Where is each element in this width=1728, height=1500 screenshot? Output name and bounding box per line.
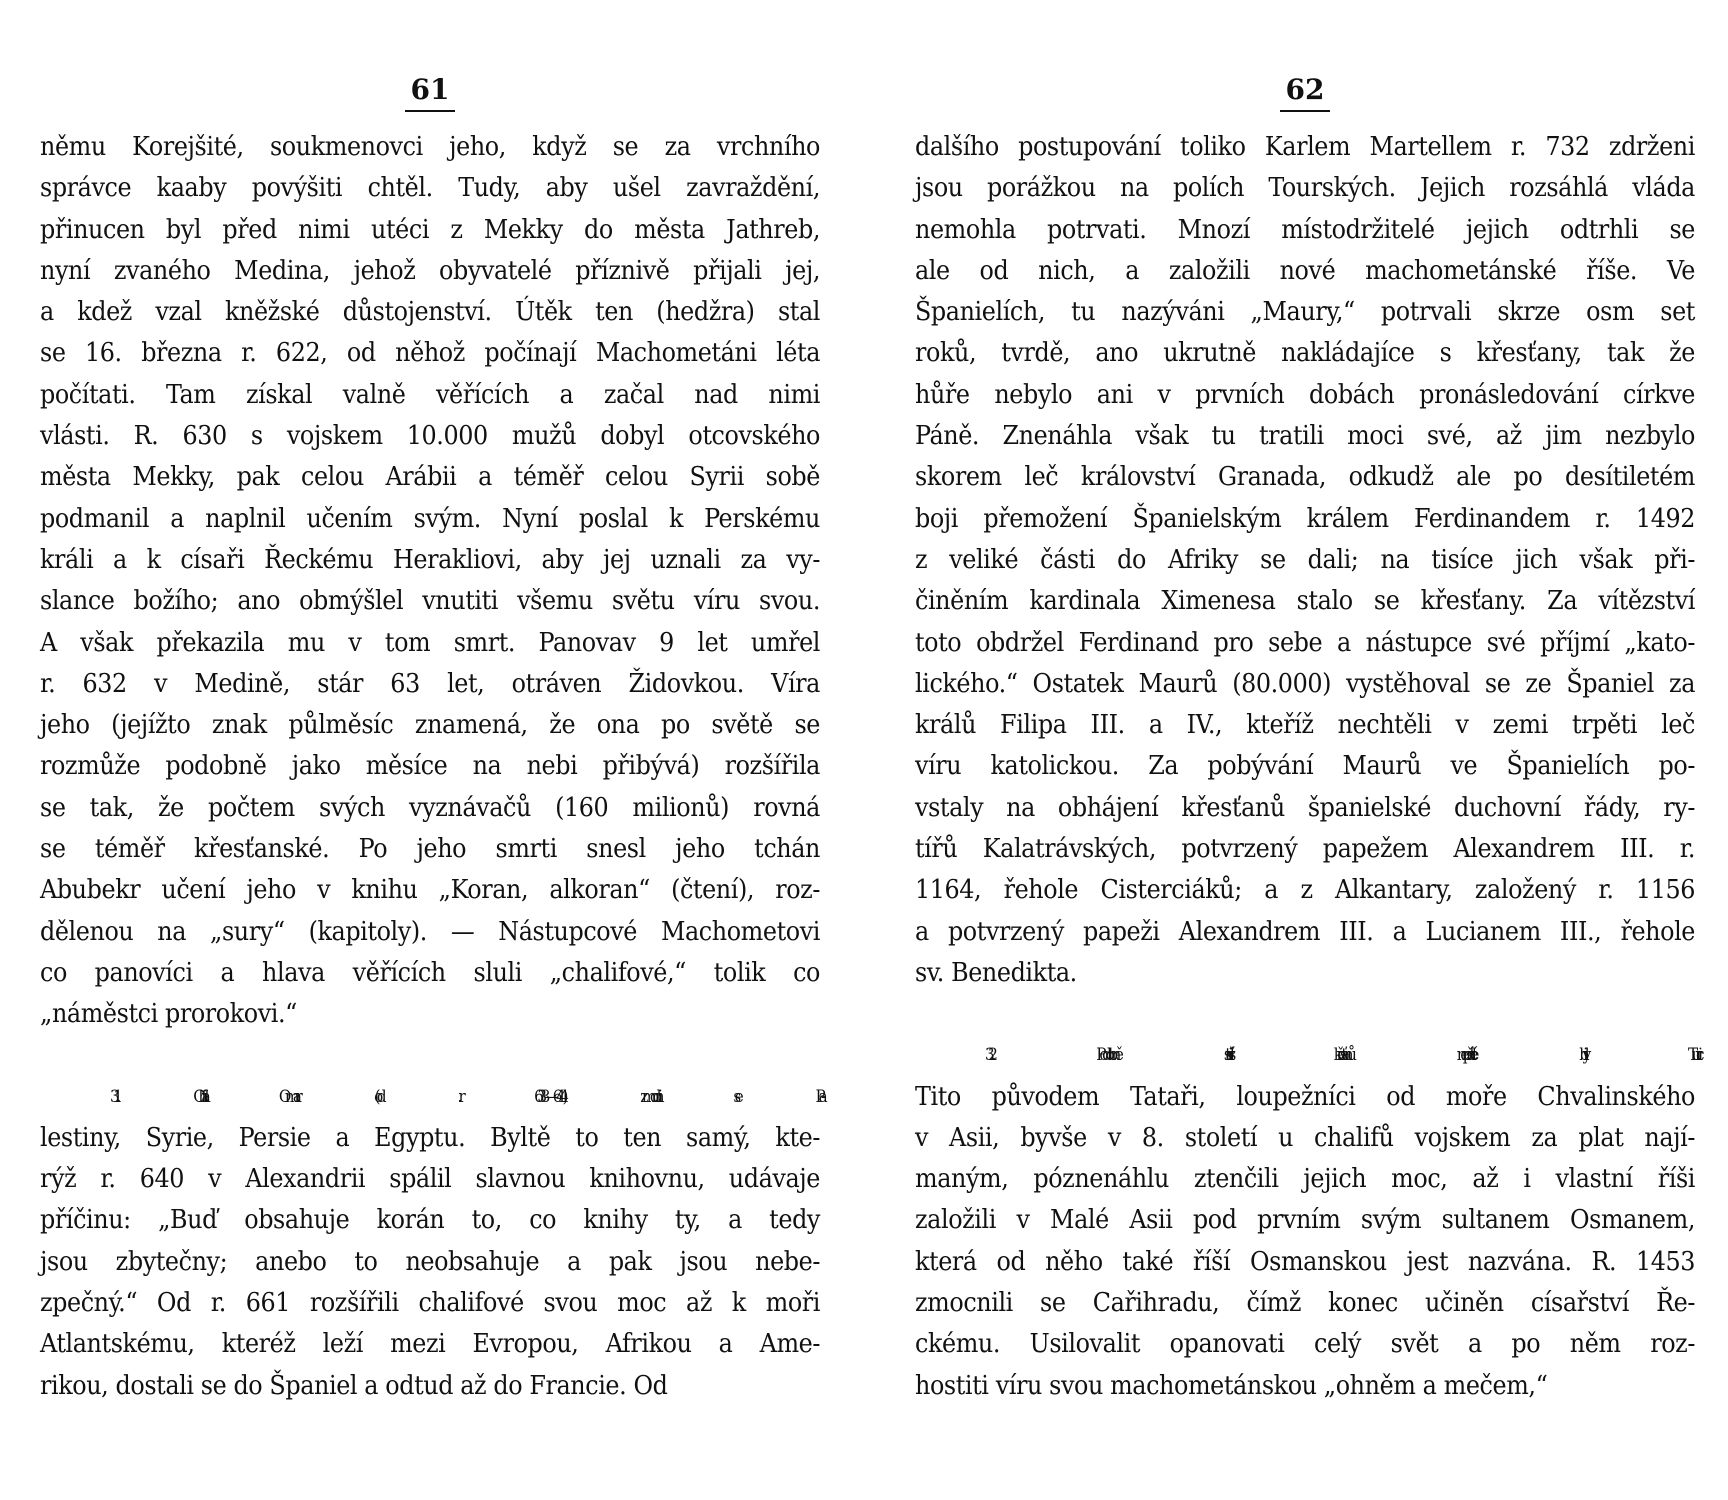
- text-line: r. 632 v Medině, stár 63 let, otráven Židovkou. Víra: [40, 667, 820, 699]
- text-line: zmocnili se Cařihradu, čímž konec učiněn císařství Ře-: [915, 1287, 1695, 1319]
- text-line: sv. Benedikta.: [915, 956, 1077, 988]
- text-line: v Asii, byvše v 8. století u chalifů vojskem za plat nají-: [915, 1121, 1695, 1153]
- paragraph: [915, 126, 1695, 993]
- text-line: vlásti. R. 630 s vojskem 10.000 mužů dobyl otcovského: [40, 420, 820, 452]
- text-line: maným, póznenáhlu ztenčili jejich moc, až i vlastní říši: [915, 1163, 1695, 1195]
- text-line: přinucen byl před nimi utéci z Mekky do města Jathreb,: [40, 213, 820, 245]
- page-number-text: 61: [405, 70, 456, 112]
- text-line: vstaly na obhájení křesťanů španielské duchovní řády, ry-: [915, 791, 1695, 823]
- text-line: roků, tvrdě, ano ukrutně nakládajíce s křesťany, tak že: [915, 337, 1695, 369]
- paragraph-gap: [915, 993, 1695, 1034]
- text-line: správce kaaby povýšiti chtěl. Tudy, aby ušel zavraždění,: [40, 172, 820, 204]
- text-line: nemohla potrvati. Mnozí místodržitelé jejich odtrhli se: [915, 213, 1695, 245]
- text-line: 1164, řehole Cisterciáků; a z Alkantary, založený r. 1156: [915, 874, 1695, 906]
- text-line: 32. Podobně strašliví křesťanů nepřátelé byli Turci.: [985, 1044, 1695, 1065]
- text-line: králů Filipa III. a IV., kteříž nechtěli v zemi trpěti leč: [915, 709, 1695, 741]
- text-line: a kdež vzal kněžské důstojenství. Útěk ten (hedžra) stal: [40, 296, 820, 328]
- text-line: dalšího postupování toliko Karlem Martellem r. 732 zdrženi: [915, 131, 1695, 162]
- text-line: rikou, dostali se do Španiel a odtud až do Francie. Od: [40, 1369, 668, 1401]
- text-line: zpečný.“ Od r. 661 rozšířili chalifové svou moc až k moři: [40, 1287, 820, 1319]
- text-line: co panovíci a hlava věřících sluli „chalifové,“ tolik co: [40, 956, 820, 988]
- text-line: se téměř křesťanské. Po jeho smrti snesl jeho tchán: [40, 833, 820, 865]
- page-number: [915, 70, 1695, 112]
- text-line: Páně. Znenáhla však tu tratili moci své, až jim nezbylo: [915, 420, 1695, 452]
- text-line: jeho (jejížto znak půlměsíc znamená, že ona po světě se: [40, 709, 820, 741]
- text-line: hůře nebylo ani v prvních dobách pronásledování církve: [915, 378, 1695, 410]
- text-line: Atlantskému, kteréž leží mezi Evropou, Afrikou a Ame-: [40, 1328, 820, 1360]
- text-line: která od něho také říší Osmanskou jest nazvána. R. 1453: [915, 1245, 1695, 1277]
- text-line: ale od nich, a založili nové machometánské říše. Ve: [915, 254, 1695, 286]
- right-page: [915, 70, 1695, 1406]
- text-line: činěním kardinala Ximenesa stalo se křesťany. Za vítězství: [915, 585, 1695, 617]
- text-line: králi a k císaři Řeckému Herakliovi, aby jej uznali za vy-: [40, 543, 820, 575]
- text-line: rýž r. 640 v Alexandrii spálil slavnou knihovnu, udávaje: [40, 1163, 820, 1195]
- text-line: z veliké části do Afriky se dali; na tisíce jich však při-: [915, 543, 1695, 575]
- text-line: příčinu: „Buď obsahuje korán to, co knihy ty, a tedy: [40, 1204, 820, 1236]
- text-line: hostiti víru svou machometánskou „ohněm a mečem,“: [915, 1369, 1548, 1401]
- text-line: podmanil a naplnil učením svým. Nyní poslal k Perskému: [40, 502, 820, 534]
- text-line: Tito původem Tataři, loupežníci od moře Chvalinského: [915, 1080, 1695, 1112]
- text-line: tířů Kalatrávských, potvrzený papežem Alexandrem III. r.: [915, 833, 1695, 865]
- text-line: jsou zbytečny; anebo to neobsahuje a pak jsou nebe-: [40, 1245, 820, 1277]
- text-line: jsou porážkou na polích Tourských. Jejich rozsáhlá vláda: [915, 172, 1695, 204]
- text-line: A však překazila mu v tom smrt. Panovav 9 let umřel: [40, 626, 820, 658]
- text-line: lického.“ Ostatek Maurů (80.000) vystěhoval se ze Španiel za: [915, 667, 1695, 699]
- text-line: lestiny, Syrie, Persie a Egyptu. Byltě to ten samý, kte-: [40, 1121, 820, 1153]
- text-line: se 16. března r. 622, od něhož počínají Machometáni léta: [40, 337, 820, 369]
- paragraph: [40, 126, 820, 1035]
- paragraph-31: [40, 1076, 820, 1406]
- text-line: víru katolickou. Za pobývání Maurů ve Španielích po-: [915, 750, 1695, 782]
- text-line: slance božího; ano obmýšlel vnutiti všemu světu víru svou.: [40, 585, 820, 617]
- text-line: rozmůže podobně jako měsíce na nebi přibývá) rozšířila: [40, 750, 820, 782]
- text-line: skorem leč království Granada, odkudž ale po desítiletém: [915, 461, 1695, 493]
- text-line: ckému. Usilovalit opanovati celý svět a po něm roz-: [915, 1328, 1695, 1360]
- text-line: Španielích, tu nazýváni „Maury,“ potrvali skrze osm set: [915, 296, 1695, 328]
- text-line: němu Korejšité, soukmenovci jeho, když se za vrchního: [40, 131, 820, 162]
- paragraph-32: [915, 1034, 1695, 1406]
- page-number: [40, 70, 820, 112]
- text-line: dělenou na „sury“ (kapitoly). — Nástupcové Machometovi: [40, 915, 820, 947]
- text-line: a potvrzený papeži Alexandrem III. a Lucianem III., řehole: [915, 915, 1695, 947]
- text-line: boji přemožení Španielským králem Ferdinandem r. 1492: [915, 502, 1695, 534]
- text-line: „náměstci prorokovi.“: [40, 998, 297, 1030]
- left-page: [40, 70, 820, 1406]
- text-line: se tak, že počtem svých vyznávačů (160 milionů) rovná: [40, 791, 820, 823]
- text-line: Abubekr učení jeho v knihu „Koran, alkoran“ (čtení), roz-: [40, 874, 820, 906]
- text-line: města Mekky, pak celou Arábii a téměř celou Syrii sobě: [40, 461, 820, 493]
- text-line: nyní zvaného Medina, jehož obyvatelé příznivě přijali jej,: [40, 254, 820, 286]
- page-number-text: 62: [1280, 70, 1331, 112]
- text-line: toto obdržel Ferdinand pro sebe a nástupce své příjmí „kato-: [915, 626, 1695, 658]
- text-line: počítati. Tam získal valně věřících a začal nad nimi: [40, 378, 820, 410]
- paragraph-gap: [40, 1035, 820, 1076]
- text-line: založili v Malé Asii pod prvním svým sultanem Osmanem,: [915, 1204, 1695, 1236]
- text-line: 31. Chalif Omar (od r. 638—644) zmocnil se Pa-: [110, 1085, 820, 1106]
